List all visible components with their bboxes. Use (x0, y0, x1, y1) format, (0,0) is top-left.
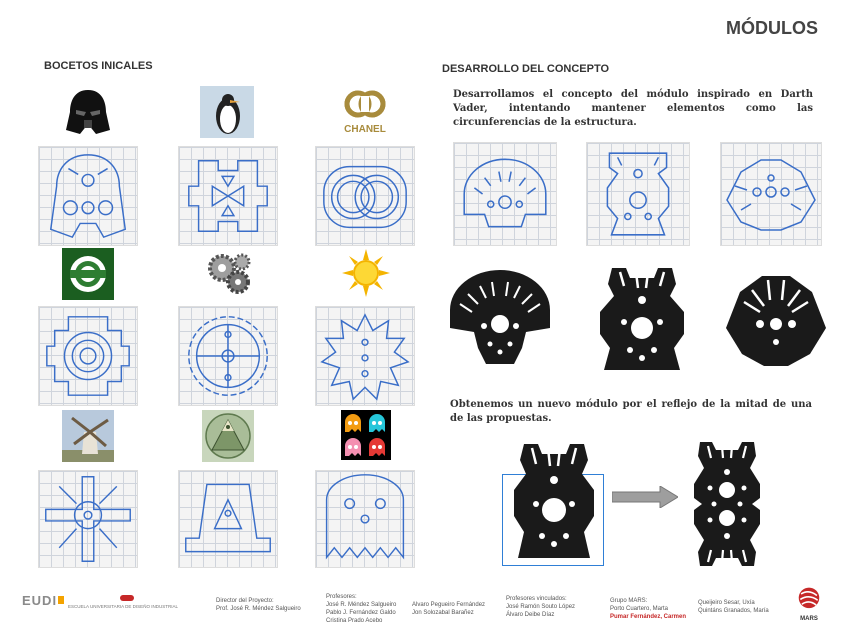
grupo-member-3: Queijeiro Sesar, Uxía (698, 600, 755, 606)
module-render-2 (596, 264, 688, 376)
mars-logo-text: MARS (800, 616, 818, 622)
darth-vader-thumbnail (62, 86, 114, 138)
concept-paragraph: Desarrollamos el concepto del módulo inspirado en Darth Vader, intentando mantener elementos como las circunferencias de la estructura. (453, 89, 813, 128)
director-name: Prof. José R. Méndez Salgueiro (216, 606, 301, 612)
profesor-3: Cristina Prado Acebo (326, 618, 383, 624)
grupo-member-4: Quintáns Granados, María (698, 608, 769, 614)
eudi-logo (22, 592, 58, 608)
vinculados-block (506, 595, 596, 619)
module-render-1 (446, 268, 554, 372)
university-logo-icon (120, 595, 134, 601)
sketch-pacman (315, 470, 415, 568)
pacman-ghosts-thumbnail (341, 410, 391, 460)
grupo-label: Grupo MARS: (610, 598, 648, 604)
module-render-3 (722, 268, 830, 372)
eudi-logo-mark (58, 596, 64, 604)
eudi-logo-text: EUDI (22, 593, 58, 608)
grupo-block (610, 597, 694, 621)
dollar-pyramid-thumbnail (202, 410, 254, 462)
sun-thumbnail (341, 248, 391, 298)
sketch-penguin (178, 146, 278, 246)
sketch-windmill (38, 470, 138, 568)
profesor-2: Pablo J. Fernández Galdo (326, 610, 396, 616)
grupo-member-2: Pumar Fernández, Carmen (610, 614, 687, 620)
sketches-heading: BOCETOS INICALES (44, 60, 153, 72)
windmill-thumbnail (62, 410, 114, 462)
sketch-pyramid (178, 470, 278, 568)
module-final-mirrored (692, 438, 762, 570)
director-label: Director del Proyecto: (216, 598, 274, 604)
profesor-1: José R. Méndez Salgueiro (326, 602, 397, 608)
grupo-block-2 (698, 599, 784, 615)
arrow-right-icon (612, 486, 678, 508)
sketch-sun (315, 306, 415, 406)
profesor-4: Alvaro Pegueiro Fernández (412, 602, 486, 608)
director-block (216, 597, 316, 613)
sketch-green-lantern (38, 306, 138, 406)
vinculado-2: Álvaro Deibe Díaz (506, 612, 555, 618)
eudi-subtitle: ESCUELA UNIVERSITARIA DE DISEÑO INDUSTRIAL (68, 604, 178, 609)
green-lantern-thumbnail (62, 248, 114, 300)
chanel-logo-text: CHANEL (344, 124, 386, 135)
gears-thumbnail (204, 248, 254, 298)
concept-sketch-2 (586, 142, 690, 246)
sketch-gears (178, 306, 278, 406)
chanel-logo-thumbnail (337, 86, 393, 138)
sketch-darth-vader (38, 146, 138, 246)
sketch-chanel (315, 146, 415, 246)
vinculados-label: Profesores vinculados: (506, 596, 567, 602)
result-paragraph: Obtenemos un nuevo módulo por el reflejo de la mitad de una de las propuestas. (450, 399, 812, 424)
mars-logo (794, 586, 824, 624)
concept-sketch-1 (453, 142, 557, 246)
concept-heading: DESARROLLO DEL CONCEPTO (442, 63, 610, 75)
page-title: MÓDULOS (726, 18, 818, 38)
penguin-thumbnail (200, 86, 254, 138)
profesores-label: Profesores: (326, 594, 357, 600)
profesores-block-2 (412, 601, 502, 617)
concept-sketch-3 (720, 142, 822, 246)
module-half-source (512, 440, 596, 564)
profesor-5: Jon Solozabal Barañez (412, 610, 474, 616)
grupo-member-1: Porto Cuartero, Marta (610, 606, 669, 612)
profesores-block (326, 593, 416, 625)
vinculado-1: José Ramón Souto López (506, 604, 576, 610)
